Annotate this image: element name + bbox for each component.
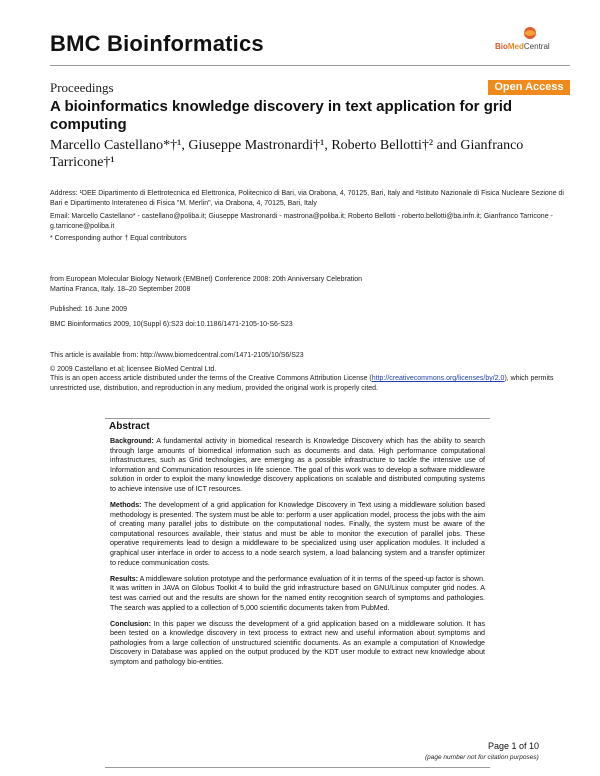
article-url[interactable]: This article is available from: http://www.biomedcentral.com/1471-2105/10/S6/S23 — [50, 352, 304, 359]
abstract-heading: Abstract — [109, 421, 150, 432]
conference-info — [50, 275, 570, 294]
affiliation-address: Address: ¹DEE Dipartimento di Elettrotecnica ed Elettronica, Politecnico di Bari, via Orabona, 4, 70125, Bari, Italy and ²Istituto Nazionale di Fisica Nucleare Sezione di Bari e Dipartimento Interateneo di Fisica "M. Merlin", via Orabona, 4, 70125, Bari, Italy — [50, 190, 564, 207]
license-statement: This is an open access article distributed under the terms of the Creative Commons Attribution License (http://creativecommons.org/licenses/by/2.0), which permits unrestricted use, distribution, and reproduction in any medium, provided the original work is properly cited. — [50, 375, 554, 392]
abstract-results: Results: A middleware solution prototype and the performance evaluation of it in terms of the speed-up factor is shown. It was written in JAVA on Globus Toolkit 4 to build the grid infrastructure based on GNU/Linux computer grid nodes. A test was carried out and the results are shown for the named entity recognition search of symptoms and pathologies. The search was applied to a collection of 5,000 scientific documents taken from PubMed. — [110, 574, 486, 612]
author-list: Marcello Castellano*†¹, Giuseppe Mastronardi†¹, Roberto Bellotti†² and Gianfranco Tarricone†¹ — [50, 138, 524, 170]
corresponding-note: * Corresponding author † Equal contributors — [50, 235, 187, 242]
article-title: A bioinformatics knowledge discovery in text application for grid computing — [50, 98, 513, 133]
citation: BMC Bioinformatics 2009, 10(Suppl 6):S23 doi:10.1186/1471-2105-10-S6-S23 — [50, 321, 293, 328]
conference-venue: Martina Franca, Italy. 18–20 September 2008 — [50, 285, 191, 293]
page-number-note: (page number not for citation purposes) — [425, 754, 539, 761]
abstract-background: Background: A fundamental activity in biomedical research is Knowledge Discovery which has the ability to search through large amounts of biomedical information such as documents and data. High performance computational infrastructures, such as Grid technologies, are emerging as a possible infrastructure to tackle the intensive use of Information and Communication resources in life science. The goal of this work was to develop a software middleware solution in order to exploit the many knowledge discovery applications on scalable and distributed computing systems to achieve intensive use of ICT resources. — [110, 437, 485, 493]
abstract-conclusion: Conclusion: In this paper we discuss the development of a grid application based on a middleware solution. It has been tested on a knowledge discovery in text process to extract new and useful information about symptoms and pathologies from a large collection of unstructured scientific documents. As an example a computation of Knowledge Discovery in Database was applied on the output produced by the KDT user module to extract new knowledge about symptom and pathology bio-entities. — [110, 619, 485, 666]
abstract-body — [110, 437, 485, 674]
logo-text: BioMedCentral — [495, 42, 550, 51]
section-label: Proceedings — [50, 80, 114, 95]
author-emails: Email: Marcello Castellano* - castellano@poliba.it; Giuseppe Mastronardi - mastrona@poliba.it; Roberto Bellotti - roberto.bellotti@ba.infn.it; Gianfranco Tarricone - g.tarricone@poliba.it — [50, 213, 553, 230]
journal-title: BMC Bioinformatics — [50, 31, 264, 56]
copyright: © 2009 Castellano et al; licensee BioMed Central Ltd. — [50, 366, 217, 373]
header-divider — [50, 65, 570, 66]
open-access-badge: Open Access — [488, 80, 570, 95]
abstract-methods: Methods: The development of a grid application for Knowledge Discovery in Text using a middleware solution based methodology is presented. The system must be able to: perform a user application model, process the jobs with the aim of creating many parallel jobs to distribute on the computational nodes. Finally, the system must be aware of the computational resources available, their status and must be able to monitor the execution of parallel jobs. These operative requirements lead to design a middleware to be specialized using user application modules. It included a graphical user interface in order to access to a node search system, a load balancing system and a transfer optimizer to reduce communication costs. — [110, 501, 485, 567]
published-date: Published: 16 June 2009 — [50, 306, 128, 313]
license-link[interactable]: http://creativecommons.org/licenses/by/2.0 — [371, 375, 505, 382]
logo-mark-icon — [522, 26, 538, 40]
biomed-central-logo — [495, 26, 567, 56]
conference-name: from European Molecular Biology Network (EMBnet) Conference 2008: 20th Anniversary Celebration — [50, 276, 363, 283]
page-number: Page 1 of 10 — [488, 741, 540, 751]
abstract-section — [105, 418, 490, 768]
